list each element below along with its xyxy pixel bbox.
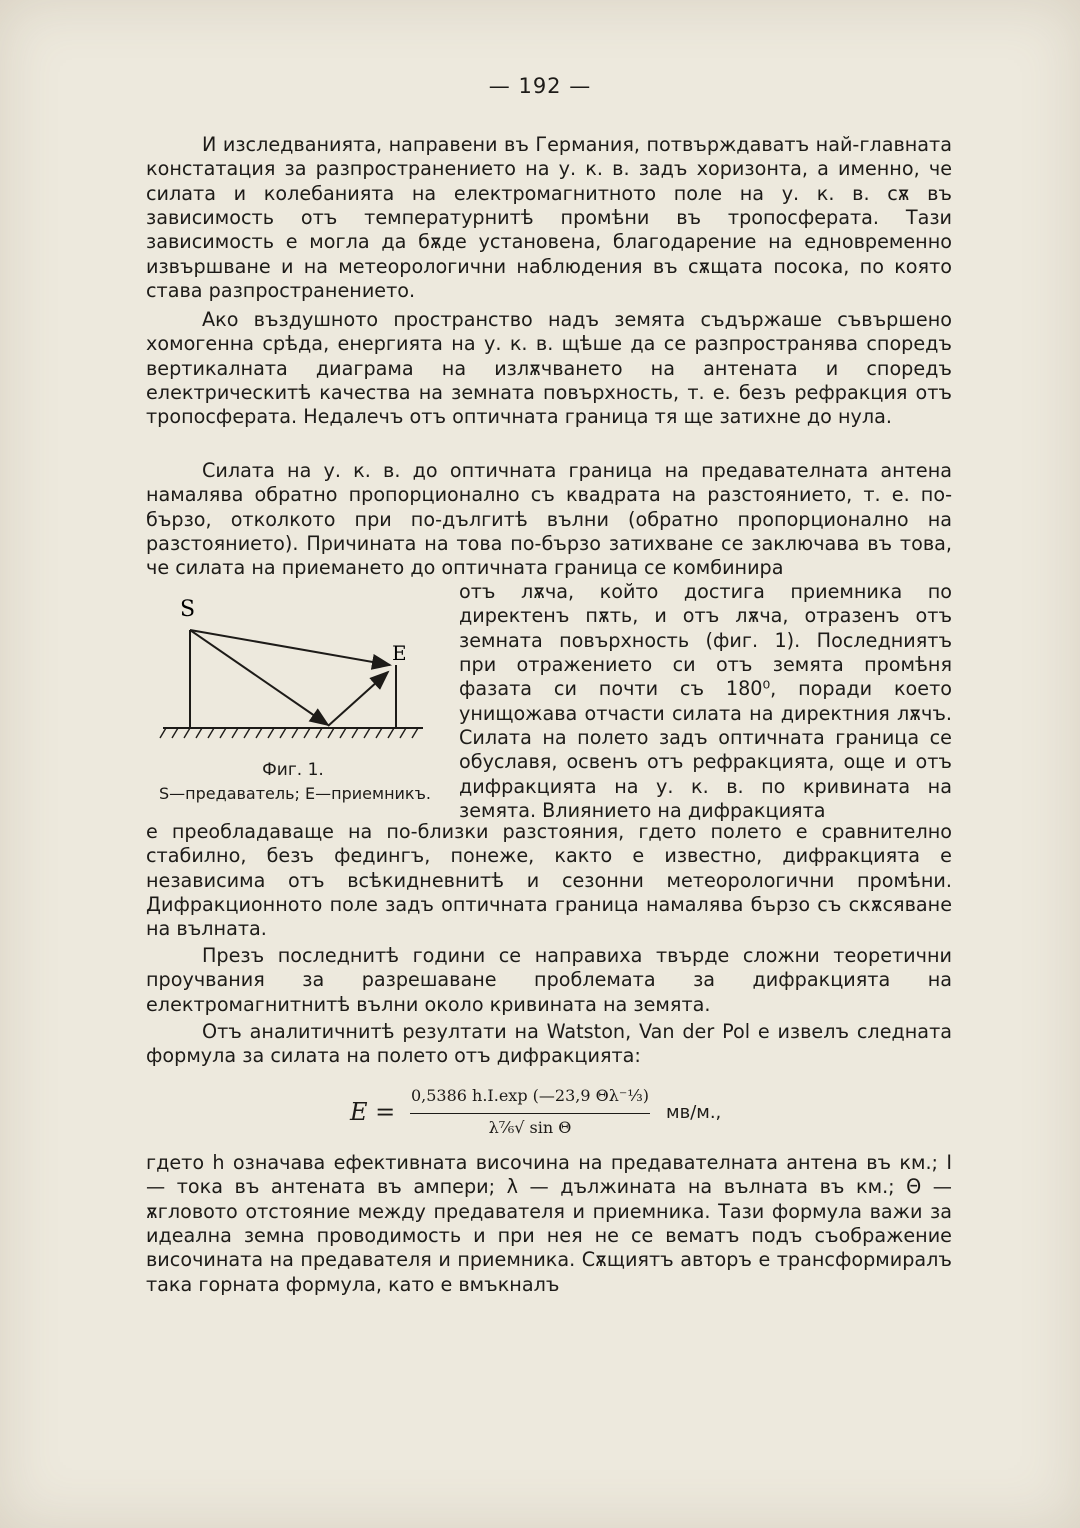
figure-1-diagram	[148, 590, 438, 815]
paragraph	[146, 133, 952, 303]
formula-numerator: 0,5386 h.I.exp (—23,9 Θλ⁻⅓)	[410, 1086, 650, 1105]
paragraph-text: Силата на у. к. в. до оптичната граница на предавателната антена намалява обратно пропорционално съ квадрата на разстоянието, т. е. по-бързо, отколкото при по-дългитѣ вълни (обратно пропорционално на разстоянието). Причината на това по-бързо затихване се заключава въ това, че силата на приемането до оптичната граница се комбинира	[146, 459, 952, 580]
reflected-ray	[328, 672, 388, 726]
receiver-label: E	[392, 641, 407, 665]
formula-unit: мв/м.,	[666, 1102, 722, 1123]
page-number: — 192 —	[488, 74, 592, 98]
reflection-diagram	[148, 590, 438, 750]
paragraph	[146, 1151, 952, 1297]
formula-lhs: E =	[350, 1098, 396, 1126]
transmitter-label: S	[180, 597, 196, 622]
direct-ray	[190, 630, 390, 665]
formula-denominator: λ⁷⁄₆√ sin Θ	[488, 1118, 572, 1137]
paragraph	[146, 944, 952, 1017]
paragraph-text: Презъ последнитѣ години се направиха твърде сложни теоретични проучвания за разрешаване проблемата за дифракцията на електромагнитнитѣ вълни около кривината на земята.	[146, 944, 952, 1016]
paragraph-text: отъ лѫча, който достига приемника по директенъ пѫть, и отъ лѫча, отразенъ отъ земната повърхность (фиг. 1). Последниятъ при отражението си отъ земята промѣня фазата си почти съ 180⁰, поради което унищожава отчасти силата на директния лѫчъ. Силата на полето задъ оптичната граница се обуславя, освенъ отъ рефракцията, още и отъ дифракцията на у. к. в. по кривината на земята. Влиянието на дифракцията	[459, 580, 952, 823]
paragraph-continuation	[146, 820, 952, 942]
ground-hatching	[160, 728, 418, 738]
figure-legend: S—предаватель; E—приемникъ.	[159, 784, 431, 803]
paragraph-text: гдето h означава ефективната височина на предавателната антена въ км.; I — тока въ антената въ ампери; λ — дължината на вълната въ км.; Θ — ѫгловото отстояние между предавателя и приемника. Тази формула важи за идеална земна проводимость и при нея не се вематъ подъ съображение височината на предавателя и приемника. Сѫщиятъ авторъ е трансформиралъ така горната формула, като е вмъкналъ	[146, 1151, 952, 1296]
paragraph-text: е преобладаваще на по-близки разстояния, гдето полето е сравнително стабилно, безъ федингъ, понеже, както е известно, дифракцията е независима отъ всѣкидневнитѣ и сезонни метеорологични промѣни. Дифракционното поле задъ оптичната граница намалява бързо съ скѫсяване на вълната.	[146, 820, 952, 941]
incident-ray	[190, 630, 328, 725]
paragraph	[146, 459, 952, 581]
paragraph-wrap-beside-figure	[459, 580, 952, 823]
paragraph	[146, 1020, 952, 1069]
fraction-bar	[410, 1113, 650, 1114]
diffraction-formula	[350, 1086, 810, 1150]
paragraph-text: И изследванията, направени въ Германия, потвърждаватъ най-главната констатация за разпространението на у. к. в. задъ хоризонта, а именно, че силата и колебанията на електромагнитното поле на у. к. в. сѫ въ зависимость отъ температурнитѣ промѣни въ тропосферата. Тази зависимость е могла да бѫде установена, благодарение на едновременно извършване и на метеорологични наблюдения въ сѫщата посока, по която става разпространението.	[146, 133, 952, 303]
paragraph	[146, 308, 952, 430]
figure-caption: Фиг. 1.	[262, 760, 324, 780]
paragraph-text: Отъ аналитичнитѣ резултати на Watston, Van der Pol е извелъ следната формула за силата на полето отъ дифракцията:	[146, 1020, 952, 1068]
paragraph-text: Ако въздушното пространство надъ земята съдържаше съвършено хомогенна срѣда, енергията на у. к. в. щѣше да се разпространява споредъ вертикалната диаграма на излѫчването на антената и споредъ електрическитѣ качества на земната повърхность, т. е. безъ рефракция отъ тропосферата. Недалечъ отъ оптичната граница тя ще затихне до нула.	[146, 308, 952, 429]
